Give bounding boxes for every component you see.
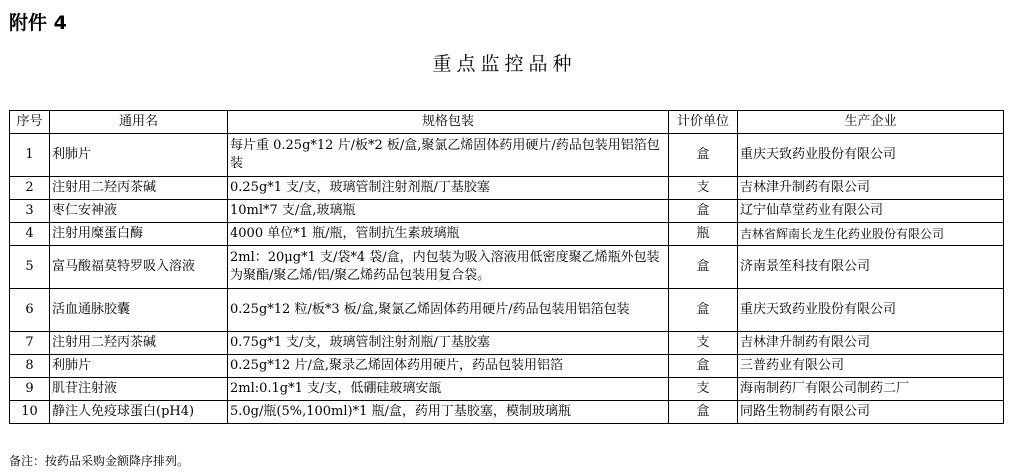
table-header-row [10, 111, 1004, 134]
cell-no: 8 [10, 355, 50, 378]
cell-unit: 盒 [669, 401, 738, 424]
cell-no: 10 [10, 401, 50, 424]
cell-name: 枣仁安神液 [50, 200, 228, 223]
table-row [10, 134, 1004, 177]
cell-unit: 支 [669, 332, 738, 355]
table-row [10, 401, 1004, 424]
cell-no: 9 [10, 378, 50, 401]
cell-name: 利肺片 [50, 134, 228, 177]
table-row [10, 246, 1004, 289]
cell-no: 6 [10, 289, 50, 332]
header-unit: 计价单位 [669, 111, 738, 134]
cell-name: 注射用二羟丙茶碱 [50, 332, 228, 355]
document-title: 重点监控品种 [432, 53, 577, 75]
cell-company: 海南制药厂有限公司制药二厂 [738, 378, 1004, 401]
cell-no: 1 [10, 134, 50, 177]
table-row [10, 332, 1004, 355]
cell-no: 3 [10, 200, 50, 223]
header-spec: 规格包装 [228, 111, 669, 134]
monitoring-table [9, 110, 1004, 424]
cell-no: 2 [10, 177, 50, 200]
attachment-label: 附件 4 [9, 12, 67, 34]
cell-spec: 4000 单位*1 瓶/瓶，管制抗生素玻璃瓶 [228, 223, 669, 246]
cell-name: 注射用糜蛋白酶 [50, 223, 228, 246]
cell-no: 5 [10, 246, 50, 289]
cell-company: 三普药业有限公司 [738, 355, 1004, 378]
cell-spec: 0.75g*1 支/支，玻璃管制注射剂瓶/丁基胶塞 [228, 332, 669, 355]
cell-no: 7 [10, 332, 50, 355]
cell-spec: 0.25g*12 粒/板*3 板/盒,聚氯乙烯固体药用硬片/药品包装用铝箔包装 [228, 289, 669, 332]
cell-spec: 2ml：20μg*1 支/袋*4 袋/盒，内包装为吸入溶液用低密度聚乙烯瓶外包装为聚酯/聚乙烯/铝/聚乙烯药品包装用复合袋。 [228, 246, 669, 289]
cell-name: 静注人免疫球蛋白(pH4) [50, 401, 228, 424]
cell-name: 富马酸福莫特罗吸入溶液 [50, 246, 228, 289]
cell-unit: 盒 [669, 134, 738, 177]
table-row [10, 378, 1004, 401]
table-row [10, 355, 1004, 378]
cell-company: 重庆天致药业股份有限公司 [738, 134, 1004, 177]
cell-company: 重庆天致药业股份有限公司 [738, 289, 1004, 332]
cell-company: 辽宁仙草堂药业有限公司 [738, 200, 1004, 223]
cell-spec: 0.25g*1 支/支，玻璃管制注射剂瓶/丁基胶塞 [228, 177, 669, 200]
footnote: 备注：按药品采购金额降序排列。 [9, 454, 190, 468]
cell-unit: 盒 [669, 355, 738, 378]
cell-spec: 0.25g*12 片/盒,聚录乙烯固体药用硬片，药品包装用铝箔 [228, 355, 669, 378]
table-row [10, 223, 1004, 246]
cell-company: 济南景笙科技有限公司 [738, 246, 1004, 289]
table-row [10, 200, 1004, 223]
cell-company: 吉林津升制药有限公司 [738, 332, 1004, 355]
cell-company: 同路生物制药有限公司 [738, 401, 1004, 424]
cell-name: 利肺片 [50, 355, 228, 378]
cell-unit: 盒 [669, 246, 738, 289]
cell-unit: 支 [669, 378, 738, 401]
header-name: 通用名 [50, 111, 228, 134]
cell-unit: 盒 [669, 200, 738, 223]
cell-company: 吉林津升制药有限公司 [738, 177, 1004, 200]
cell-company: 吉林省辉南长龙生化药业股份有限公司 [738, 223, 1004, 246]
table-row [10, 289, 1004, 332]
cell-spec: 2ml:0.1g*1 支/支，低硼硅玻璃安瓿 [228, 378, 669, 401]
cell-unit: 盒 [669, 289, 738, 332]
header-company: 生产企业 [738, 111, 1004, 134]
table-row [10, 177, 1004, 200]
cell-spec: 5.0g/瓶(5%,100ml)*1 瓶/盒，药用丁基胶塞，模制玻璃瓶 [228, 401, 669, 424]
cell-no: 4 [10, 223, 50, 246]
cell-unit: 支 [669, 177, 738, 200]
cell-name: 肌苷注射液 [50, 378, 228, 401]
cell-spec: 10ml*7 支/盒,玻璃瓶 [228, 200, 669, 223]
cell-unit: 瓶 [669, 223, 738, 246]
header-no: 序号 [10, 111, 50, 134]
cell-spec: 每片重 0.25g*12 片/板*2 板/盒,聚氯乙烯固体药用硬片/药品包装用铝箔包装 [228, 134, 669, 177]
cell-name: 活血通脉胶囊 [50, 289, 228, 332]
cell-name: 注射用二羟丙茶碱 [50, 177, 228, 200]
